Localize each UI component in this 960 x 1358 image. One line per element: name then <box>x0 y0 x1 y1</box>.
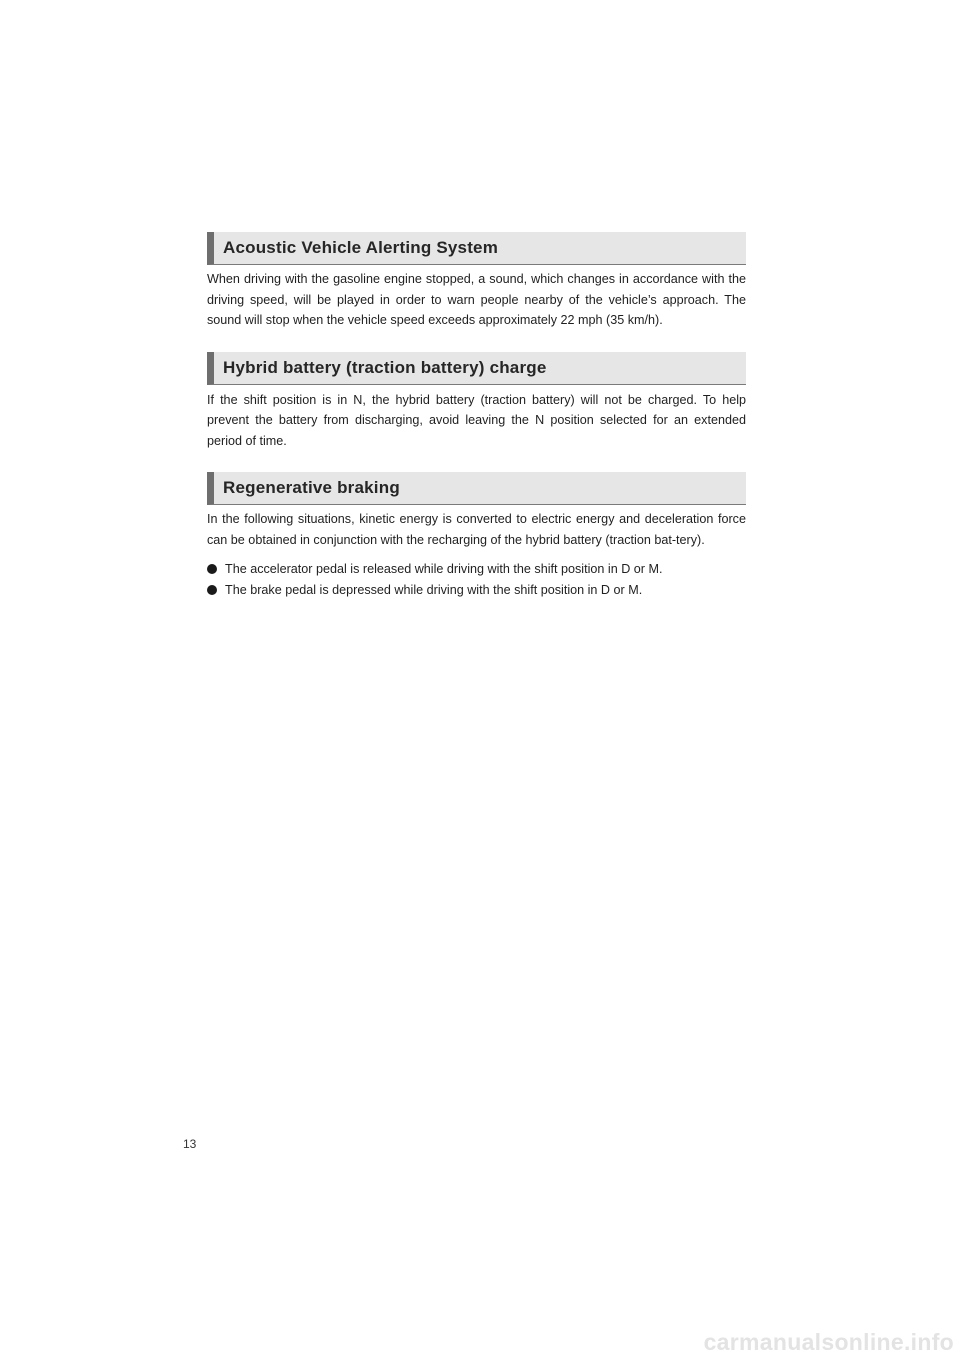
section-hybrid-battery-charge <box>207 352 746 452</box>
bullet-list <box>207 559 746 600</box>
section-title: Hybrid battery (traction battery) charge <box>223 357 547 377</box>
list-item <box>207 559 746 580</box>
section-header <box>207 232 746 265</box>
page-number: 13 <box>183 1137 197 1151</box>
list-item <box>207 580 746 601</box>
section-title: Acoustic Vehicle Alerting System <box>223 238 499 257</box>
section-title: Regenerative braking <box>223 478 400 497</box>
section-paragraph: In the following situations, kinetic energy is converted to electric energy and deceleration force can be obtained in conjunction with the recharging of the hybrid battery (traction bat-tery). <box>207 512 746 547</box>
list-item-text: The accelerator pedal is released while driving with the shift position in D or M. <box>225 562 663 576</box>
page-content <box>207 232 746 600</box>
bullet-icon <box>207 585 217 595</box>
list-item-text: The brake pedal is depressed while driving with the shift position in D or M. <box>225 582 643 597</box>
section-header <box>207 472 746 505</box>
section-paragraph: When driving with the gasoline engine stopped, a sound, which changes in accordance with the driving speed, will be played in order to warn people nearby of the vehicle’s approach. The sound will stop when the vehicle speed exceeds approximately 22 mph (35 km/h). <box>207 272 746 327</box>
watermark: carmanualsonline.info <box>703 1329 954 1355</box>
bullet-icon <box>207 564 217 574</box>
section-header <box>207 352 746 385</box>
section-regenerative-braking <box>207 472 746 600</box>
section-paragraph: If the shift position is in N, the hybrid battery (traction battery) will not be charged. To help prevent the battery from discharging, avoid leaving the N position selected for an extended period of time. <box>207 392 746 448</box>
section-acoustic-vehicle-alerting-system <box>207 232 746 331</box>
